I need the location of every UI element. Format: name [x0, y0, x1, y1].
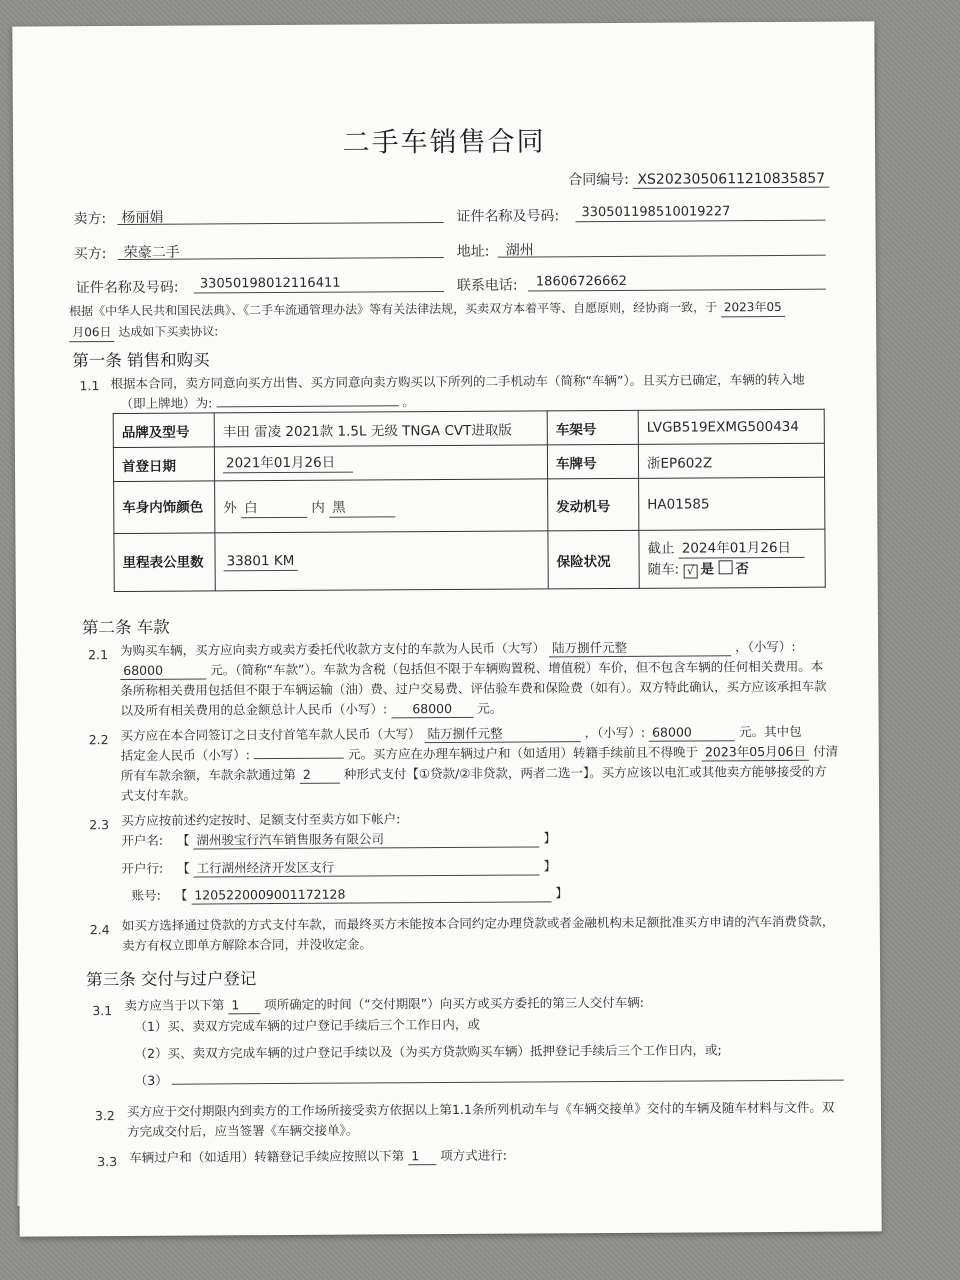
buyer-label: 买方:: [73, 246, 107, 263]
clause-2-3-number: 2.3: [89, 817, 110, 833]
clause-2-1-line-4: [120, 699, 502, 721]
contract-page: [12, 21, 881, 1236]
account-number-bracket-right: 】: [555, 885, 568, 901]
clause-2-2-text-b: ，（小写）:: [584, 724, 646, 741]
destination-end: 。: [402, 394, 415, 410]
insurance-until-row: [647, 537, 816, 559]
account-number-bracket-left: 【: [174, 887, 188, 903]
plate-value: 浙EP602Z: [638, 443, 824, 478]
clause-3-1-option-1: （1）买、卖双方完成车辆的过户登记手续后三个工作日内，或: [134, 1016, 480, 1034]
clause-2-2-text-e: 元。买方应在办理车辆过户和（如适用）转籍手续前且不得晚于: [347, 744, 699, 762]
no-checkbox[interactable]: [718, 560, 732, 574]
clause-2-2-line-4: 式支付车款。: [120, 787, 197, 803]
buyer-phone-value: 18606726662: [535, 273, 627, 290]
clause-3-1-text-a: 卖方应当于以下第: [124, 997, 225, 1013]
clause-3-3-number: 3.3: [97, 1154, 118, 1170]
insurance-until-value: 2024年01月26日: [679, 539, 805, 558]
clause-2-2-deadline: 2023年05月06日: [702, 743, 809, 762]
clause-3-3-item: 1: [408, 1147, 436, 1165]
agreement-date-day: 月06日: [69, 324, 114, 342]
insurance-label: 保险状况: [548, 530, 639, 589]
color-label: 车身内饰颜色: [114, 481, 215, 534]
seller-id-label: 证件名称及号码:: [456, 208, 560, 225]
engine-label: 发动机号: [548, 478, 639, 531]
buyer-name: 荣豪二手: [123, 244, 180, 261]
clause-2-1-text-b: ，（小写）:: [735, 638, 796, 655]
vin-value: LVGB519EXMG500434: [638, 409, 824, 444]
clause-2-1-text-c: 元。（简称“车款”）。车款为含税（包括但不限于车辆购置税、增值税）车价，但不包含车辆的任何相关费用。本: [210, 658, 824, 678]
clause-2-4-line-2: 卖方有权立即单方解除本合同，并没收定金。: [121, 936, 372, 953]
clause-2-2-text-d: 括定金人民币（小写）:: [120, 747, 251, 763]
insurance-cell: [639, 529, 825, 588]
clause-2-2-text-g: 所有车款余额，车款余款通过第: [120, 766, 296, 783]
plate-label: 车牌号: [547, 444, 638, 479]
engine-value: HA01585: [639, 477, 825, 530]
clause-2-4-number: 2.4: [89, 922, 110, 938]
article-2-title: 第二条 车款: [81, 617, 170, 638]
article-1-title: 第一条 销售和购买: [72, 350, 210, 371]
clause-2-1-text-e: 元。: [477, 700, 503, 716]
buyer-address-label: 地址:: [456, 243, 490, 260]
inner-color-value: 黑: [329, 499, 395, 517]
clause-2-2-amount-upper: 陆万捌仟元整: [425, 724, 581, 743]
no-label: 否: [735, 560, 749, 577]
bank-row: [121, 856, 556, 879]
preamble-line-1: [69, 297, 785, 321]
odometer-cell: [215, 531, 548, 591]
buyer-address-value: 湖州: [505, 242, 534, 259]
contract-number-value: XS2023050611210835857: [633, 171, 829, 189]
clause-2-4-line-1: 如买方选择通过贷款的方式支付车款，而最终买方未能按本合同约定办理贷款或者金融机构未足额批准买方申请的汽车消费贷款，: [121, 913, 835, 933]
bank-bracket-right: 】: [543, 858, 557, 874]
account-number-row: [132, 883, 568, 906]
account-name-value: 湖州骏宝行汽车销售服务有限公司: [193, 829, 539, 849]
clause-3-2-number: 3.2: [94, 1108, 115, 1124]
clause-3-3-text-b: 项方式进行:: [440, 1147, 507, 1164]
clause-2-2-text-c: 元。其中包: [739, 723, 802, 740]
clause-2-2-line-3: [121, 762, 827, 786]
contract-number: [568, 168, 829, 190]
seller-name: 杨丽娟: [121, 209, 164, 226]
account-name-bracket-right: 】: [543, 830, 557, 846]
reg-date-cell: [214, 445, 547, 481]
brand-value: 丰田 雷凌 2021款 1.5L 无级 TNGA CVT进取版: [214, 411, 547, 447]
reg-date-value: 2021年01月26日: [223, 454, 353, 473]
buyer-phone-label: 联系电话:: [456, 277, 518, 294]
clause-2-2-payment-option: 2: [300, 766, 340, 784]
clause-3-1-option-2: （2）买、卖双方完成车辆的过户登记手续以及（为买方贷款购买车辆）抵押登记手续后三个工作日内，或;: [134, 1042, 722, 1061]
odometer-value: 33801 KM: [224, 552, 298, 570]
seller-id-value: 330501198510019227: [581, 204, 731, 221]
page-title: 二手车销售合同: [342, 126, 546, 159]
clause-2-1-number: 2.1: [88, 647, 109, 663]
clause-2-2-number: 2.2: [88, 732, 109, 748]
vehicle-info-table: [113, 409, 826, 592]
bank-label: 开户行:: [121, 860, 164, 876]
clause-2-2-text-f: 付清: [813, 743, 839, 759]
clause-3-2-line-1: 买方应于交付期限内到卖方的工作场所接受卖方依据以上第1.1条所列机动车与《车辆交接单》交付的车辆及随车材料与文件。双: [126, 1099, 835, 1119]
clause-2-1-amount-upper: 陆万捌仟元整: [549, 638, 731, 657]
brand-label: 品牌及型号: [113, 413, 214, 448]
clause-2-2-deposit-blank: [254, 758, 344, 760]
destination-label: （即上牌地）为:: [120, 395, 213, 411]
vin-label: 车架号: [547, 410, 638, 445]
clause-3-3-text-a: 车辆过户和（如适用）转籍登记手续应按照以下第: [129, 1148, 405, 1165]
seller-name-line: [118, 222, 444, 225]
clause-2-1-text-a: 为购买车辆，买方应向卖方或卖方委托代收款方支付的车款为人民币（大写）: [120, 640, 546, 658]
preamble-text-end: 达成如下买卖协议:: [118, 324, 219, 340]
clause-2-1-total: 68000: [391, 700, 473, 719]
account-number-label: 账号:: [131, 887, 161, 903]
clause-3-2-line-2: 方完成交付后，应当签署《车辆交接单》。: [127, 1122, 359, 1139]
bank-value: 工行湖州经济开发区支行: [194, 857, 540, 877]
agreement-date-year: 2023年05: [721, 299, 785, 317]
clause-1-1-number: 1.1: [79, 378, 100, 394]
yes-checkbox[interactable]: √: [683, 564, 697, 578]
clause-3-1-text-b: 项所确定的时间（“交付期限”）向买方或买方委托的第三人交付车辆:: [264, 994, 644, 1013]
clause-3-1-option-3-label: （3）: [134, 1072, 168, 1088]
clause-3-1-number: 3.1: [92, 1003, 113, 1019]
outer-color-label: 外: [223, 499, 237, 516]
insurance-with-label: 随车:: [647, 561, 680, 578]
clause-3-3-line-1: [129, 1146, 507, 1168]
clause-2-1-amount-lower: 68000: [120, 661, 206, 680]
buyer-id-label: 证件名称及号码:: [75, 279, 179, 297]
article-3-title: 第三条 交付与过户登记: [86, 969, 257, 990]
outer-color-value: 白: [241, 499, 307, 517]
odometer-label: 里程表公里数: [114, 533, 215, 592]
clause-3-1-option-3: [135, 1067, 844, 1091]
bank-bracket-left: 【: [177, 860, 190, 876]
buyer-id-value: 33050198012116411: [199, 275, 341, 292]
clause-2-1-text-d: 以及所有相关费用的总金额总计人民币（小写）:: [120, 701, 388, 718]
buyer-address-line: [498, 255, 826, 258]
clause-3-1-line-1: [124, 993, 644, 1016]
insurance-with-row: [648, 558, 817, 580]
buyer-id-line: [194, 291, 444, 294]
clause-2-2-text-a: 买方应在本合同签订之日支付首笔车款人民币（大写）: [120, 726, 421, 743]
clause-1-1-line-1: 根据本合同，卖方同意向买方出售、买方同意向卖方购买以下所列的二手机动车（简称“车辆”）。且买方已确定，车辆的转入地: [110, 371, 805, 392]
account-name-row: [121, 828, 556, 851]
reg-date-label: 首登日期: [113, 447, 214, 482]
contract-number-label: 合同编号:: [568, 171, 630, 189]
destination-blank: [216, 405, 398, 407]
inner-color-label: 内: [311, 499, 325, 516]
clause-3-1-option-3-blank: [172, 1080, 844, 1085]
account-name-bracket-left: 【: [176, 832, 190, 848]
clause-2-2-amount-lower: 68000: [649, 723, 735, 742]
preamble-text: 根据《中华人民共和国民法典》、《二手车流通管理办法》等有关法律法规，买卖双方本着平等、自愿原则，经协商一致，于: [69, 300, 718, 319]
account-number-value: 1205220009001172128: [191, 884, 551, 904]
seller-label: 卖方:: [73, 211, 107, 228]
clause-2-1-line-3: 条所称相关费用包括但不限于车辆运输（油）费、过户交易费、评估验车费和保险费（如有）。双方特此确认，买方应该承担车款: [120, 678, 827, 698]
insurance-until-label: 截止: [647, 540, 675, 557]
yes-label: 是: [700, 560, 715, 577]
color-cell: [215, 479, 548, 533]
preamble-line-2: [69, 321, 218, 342]
account-name-label: 开户名:: [121, 832, 164, 848]
clause-3-1-item: 1: [228, 996, 260, 1014]
seller-id-line: [576, 220, 826, 223]
clause-2-2-text-h: 种形式支付【①贷款/②非贷款，两者二选一】。买方应该以电汇或其他卖方能够接受的方: [343, 763, 827, 782]
clause-2-3-line-1: 买方应按前述约定按时、足额支付至卖方如下帐户:: [121, 811, 401, 828]
